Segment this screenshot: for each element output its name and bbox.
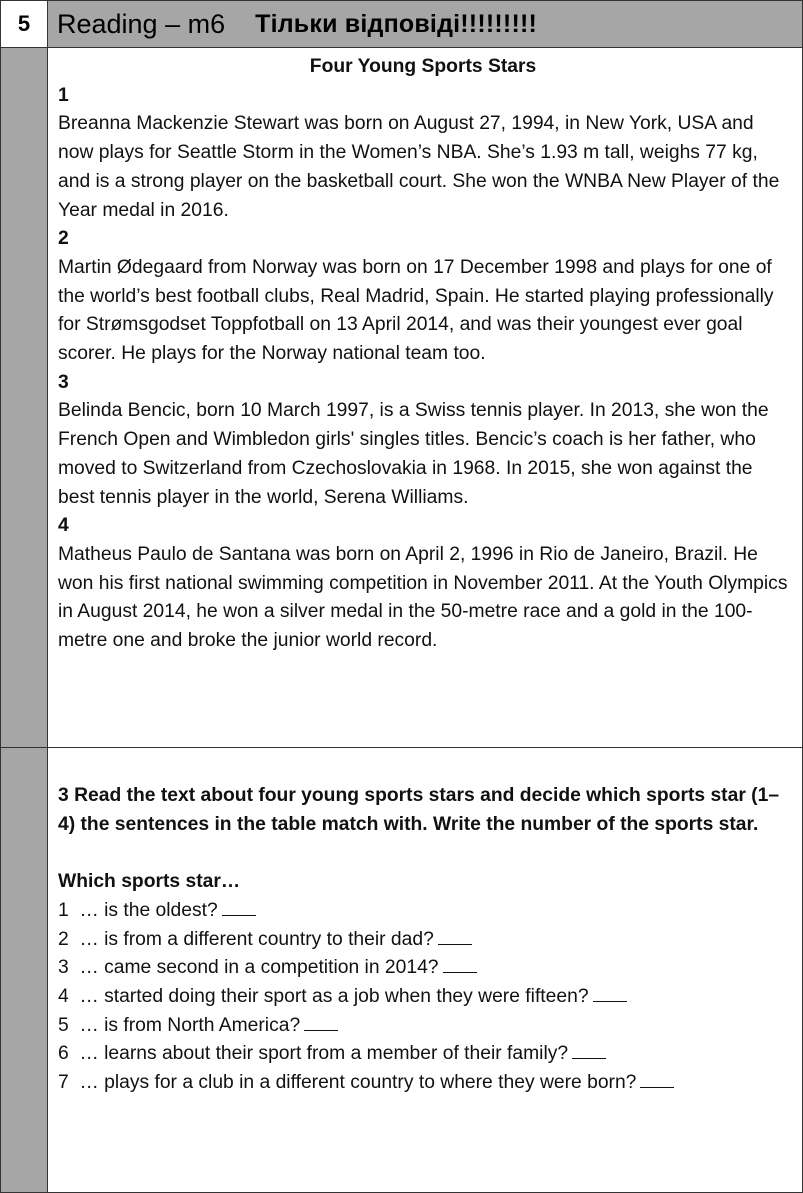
paragraph-number: 1 <box>58 84 69 106</box>
answer-blank[interactable] <box>640 1069 674 1088</box>
question-text: … is the oldest? <box>79 899 218 921</box>
task-section <box>58 782 788 1098</box>
question-item <box>58 897 788 926</box>
header-bar <box>48 1 802 48</box>
question-text: … started doing their sport as a job when they were fifteen? <box>79 985 589 1007</box>
paragraph-text: Breanna Mackenzie Stewart was born on August 27, 1994, in New York, USA and now plays for Seattle Storm in the Women’s NBA. She’s 1.93 m tall, weighs 77 kg, and is a strong player on the basketball court. She won the WNBA New Player of the Year medal in 2016. <box>58 113 780 221</box>
section-divider <box>1 747 802 748</box>
answer-blank[interactable] <box>443 954 477 973</box>
question-number: 3 <box>58 957 69 979</box>
answer-blank[interactable] <box>222 897 256 916</box>
question-number: 4 <box>58 985 69 1007</box>
reading-title: Four Young Sports Stars <box>309 56 537 77</box>
question-number: 6 <box>58 1043 69 1065</box>
section-number: 5 <box>1 1 48 48</box>
question-number: 7 <box>58 1072 69 1094</box>
answer-blank[interactable] <box>304 1012 338 1031</box>
question-text: … learns about their sport from a member of their family? <box>79 1043 569 1065</box>
paragraph-number: 4 <box>58 515 69 537</box>
question-item <box>58 1040 788 1069</box>
question-item <box>58 983 788 1012</box>
question-number: 2 <box>58 928 69 950</box>
question-number: 1 <box>58 899 69 921</box>
paragraph-number: 3 <box>58 371 69 393</box>
question-item <box>58 954 788 983</box>
paragraph-number: 2 <box>58 228 69 250</box>
question-text: … plays for a club in a different country to where they were born? <box>79 1072 637 1094</box>
paragraph-text: Martin Ødegaard from Norway was born on 17 December 1998 and plays for one of the world’s best football clubs, Real Madrid, Spain. He started playing professionally for Strømsgodset Toppfotball on 13 April 2014, and was their youngest ever goal scorer. He plays for the Norway national team too. <box>58 256 774 365</box>
question-text: … is from a different country to their dad? <box>79 928 434 950</box>
answers-only-note: Тільки відповіді!!!!!!!!! <box>255 9 538 38</box>
answer-blank[interactable] <box>572 1040 606 1059</box>
side-margin-task <box>1 748 48 1192</box>
answer-blank[interactable] <box>593 983 627 1002</box>
question-number: 5 <box>58 1014 69 1036</box>
question-item <box>58 1069 788 1098</box>
side-margin-reading <box>1 48 48 748</box>
question-item <box>58 1012 788 1041</box>
worksheet-title: Reading – m6 <box>57 8 226 39</box>
paragraph-text: Matheus Paulo de Santana was born on April 2, 1996 in Rio de Janeiro, Brazil. He won his first national swimming competition in November 2011. At the Youth Olympics in August 2014, he won a silver medal in the 50-metre race and a gold in the 100-metre one and broke the junior world record. <box>58 543 788 652</box>
reading-text <box>58 53 788 656</box>
paragraph-text: Belinda Bencic, born 10 March 1997, is a Swiss tennis player. In 2013, she won the French Open and Wimbledon girls' singles titles. Bencic’s coach is her father, who moved to Switzerland from Czechoslovakia in 1968. In 2015, she won against the best tennis player in the world, Serena Williams. <box>58 400 769 508</box>
answer-blank[interactable] <box>438 926 472 945</box>
question-text: … came second in a competition in 2014? <box>79 957 439 979</box>
task-lead: Which sports star… <box>58 871 241 893</box>
task-instruction: 3 Read the text about four young sports stars and decide which sports star (1–4) the sentences in the table match with. Write the number of the sports star. <box>58 785 780 835</box>
question-text: … is from North America? <box>79 1014 301 1036</box>
question-item <box>58 926 788 955</box>
